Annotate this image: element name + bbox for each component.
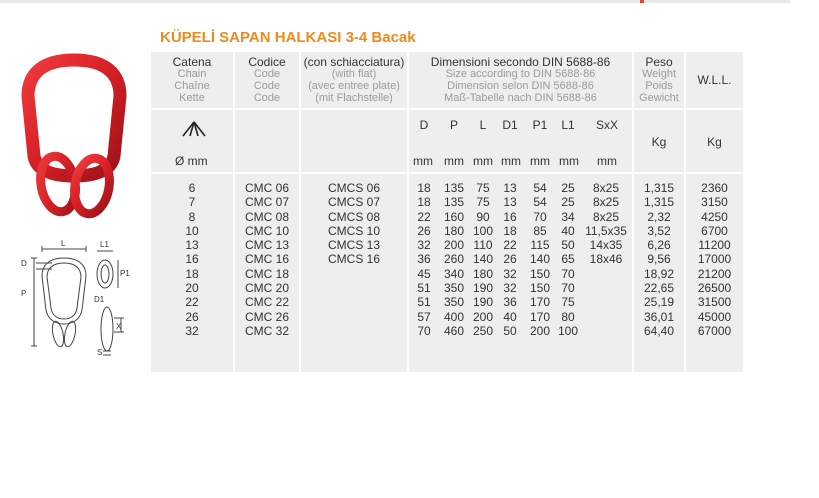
body-wll <box>686 174 743 372</box>
header-flat: (con schiacciatura) (with flat) (avec entree plate) (mit Flachstelle) <box>301 52 407 108</box>
label-S: S <box>97 348 103 357</box>
subheader-dims <box>409 110 632 172</box>
body-catena <box>151 174 233 372</box>
col-L1: 25 25 34 40 50 65 70 70 75 80 100 <box>557 181 579 338</box>
subheader-codice <box>235 110 299 172</box>
label-P1: P1 <box>120 269 130 278</box>
col-flat: CMCS 06 CMCS 07 CMCS 08 CMCS 10 CMCS 13 CMCS 16 <box>327 181 380 267</box>
body-peso <box>634 174 684 372</box>
peso-unit: Kg <box>651 135 667 149</box>
spec-table <box>151 52 743 372</box>
unit-D: mm <box>413 154 433 168</box>
unit-SxX: mm <box>597 154 617 168</box>
dim-P: P <box>449 118 458 132</box>
label-D1: D1 <box>94 295 105 304</box>
col-P: 135 135 160 180 200 260 340 350 350 400 460 <box>443 181 465 338</box>
subheader-peso <box>634 110 684 172</box>
unit-P: mm <box>444 154 464 168</box>
header-peso: Peso Weight Poids Gewicht <box>634 52 684 108</box>
col-D: 18 18 22 26 32 36 45 51 51 57 70 <box>417 181 431 338</box>
header-catena: Catena Chain Chaîne Kette <box>151 52 233 108</box>
label-D: D <box>21 259 27 268</box>
body-dims <box>409 174 632 372</box>
dim-L1: L1 <box>561 118 575 132</box>
col-wll: 2360 3150 4250 6700 11200 17000 21200 26500 31500 45000 67000 <box>697 181 732 338</box>
body-flat <box>301 174 407 372</box>
unit-L: mm <box>473 154 493 168</box>
dim-D: D <box>419 118 429 132</box>
header-codice: Codice Code Code Code <box>235 52 299 108</box>
technical-drawing <box>14 236 134 361</box>
unit-P1: mm <box>530 154 550 168</box>
dim-L: L <box>479 118 487 132</box>
col-L: 75 75 90 100 110 140 180 190 190 200 250 <box>472 181 494 338</box>
col-D1: 13 13 16 18 22 26 32 32 36 40 50 <box>503 181 517 338</box>
wll-unit: Kg <box>707 135 722 149</box>
label-L: L <box>61 239 66 248</box>
angle-icon <box>181 120 207 138</box>
product-photo <box>18 52 130 222</box>
sub-link-right <box>70 155 113 216</box>
subheader-wll <box>686 110 743 172</box>
col-codice: CMC 06 CMC 07 CMC 08 CMC 10 CMC 13 CMC 16 CMC 18 CMC 20 CMC 22 CMC 26 CMC 32 <box>244 181 289 338</box>
page-title: KÜPELİ SAPAN HALKASI 3-4 Bacak <box>160 29 416 46</box>
unit-D1: mm <box>501 154 521 168</box>
top-rule-accent <box>640 0 644 3</box>
unit-L1: mm <box>559 154 579 168</box>
label-P: P <box>21 289 27 298</box>
header-wll: W.L.L. <box>686 52 743 108</box>
col-catena: 6 7 8 10 13 16 18 20 22 26 32 <box>185 181 199 338</box>
header-dimensioni: Dimensioni secondo DIN 5688-86 Size according to DIN 5688-86 Dimension selon DIN 5688-86 Maß-Tabelle nach DIN 5688-86 <box>409 52 632 108</box>
diameter-unit: Ø mm <box>175 154 208 168</box>
subheader-catena <box>151 110 233 172</box>
label-L1: L1 <box>100 240 109 249</box>
subheader-flat <box>301 110 407 172</box>
label-X: X <box>116 322 122 331</box>
col-P1: 54 54 70 85 115 140 150 150 170 170 200 <box>529 181 551 338</box>
col-SxX: 8x25 8x25 8x25 11,5x35 14x35 18x46 <box>585 181 627 267</box>
dim-D1: D1 <box>502 118 518 132</box>
col-peso: 1,315 1,315 2,32 3,52 6,26 9,56 18,92 22,65 25,19 36,01 64,40 <box>643 181 675 338</box>
dim-SxX: SxX <box>595 118 618 132</box>
dim-P1: P1 <box>532 118 548 132</box>
body-codice <box>235 174 299 372</box>
top-rule <box>0 0 790 3</box>
